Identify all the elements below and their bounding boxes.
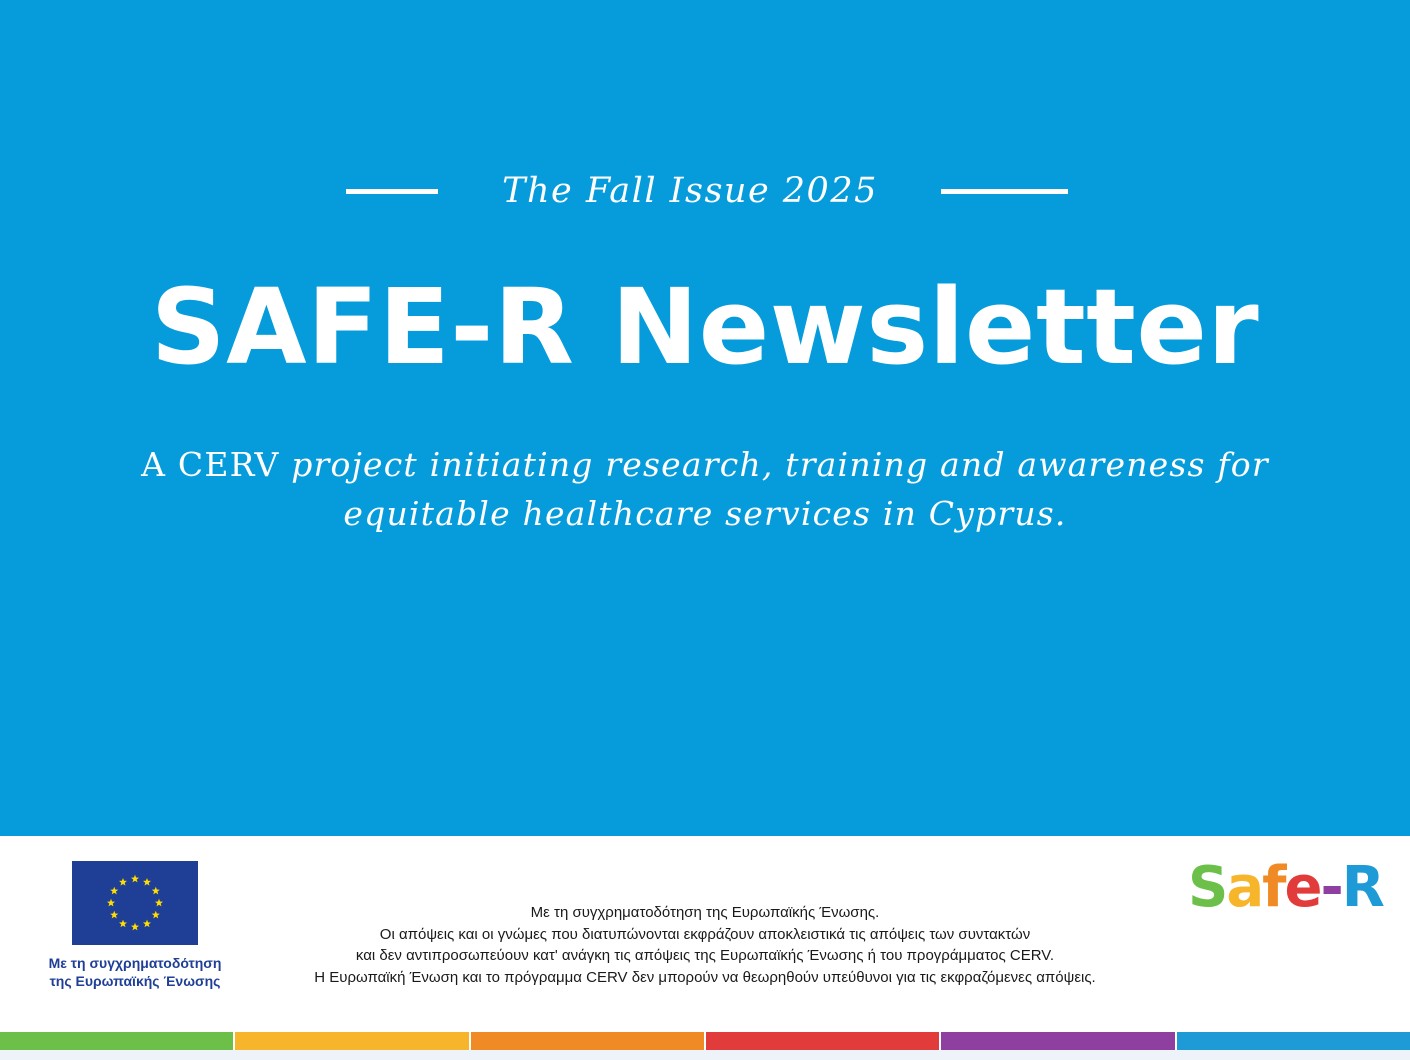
eu-star bbox=[152, 887, 160, 895]
subtitle-rest: project initiating research, training and awareness for equitable healthcare services in Cyprus. bbox=[279, 445, 1269, 533]
bottom-band bbox=[0, 1050, 1410, 1060]
issue-divider-right bbox=[941, 189, 1068, 194]
color-stripe bbox=[1177, 1032, 1410, 1050]
eu-star bbox=[155, 899, 163, 907]
logo-wordmark bbox=[1188, 855, 1384, 920]
eu-star bbox=[143, 878, 151, 886]
issue-divider-left bbox=[346, 189, 438, 194]
disclaimer-line: Η Ευρωπαϊκή Ένωση και το πρόγραμμα CERV δεν μπορούν να θεωρηθούν υπεύθυνοι για τις εκφραζόμενες απόψεις. bbox=[314, 968, 1096, 986]
newsletter-subtitle bbox=[120, 440, 1290, 538]
color-stripe-bar bbox=[0, 1032, 1410, 1050]
eu-star bbox=[119, 920, 127, 928]
newsletter-title: SAFE-R Newsletter bbox=[150, 266, 1260, 388]
eu-caption-line: της Ευρωπαϊκής Ένωσης bbox=[49, 973, 221, 989]
eu-disclaimer bbox=[205, 902, 1205, 988]
color-stripe bbox=[235, 1032, 470, 1050]
color-stripe bbox=[706, 1032, 941, 1050]
color-stripe bbox=[471, 1032, 706, 1050]
disclaimer-line: και δεν αντιπροσωπεύουν κατ' ανάγκη τις απόψεις της Ευρωπαϊκής Ένωσης ή του προγράμματος CERV. bbox=[355, 947, 1055, 964]
logo-letter: f bbox=[1262, 855, 1285, 920]
eu-star bbox=[131, 875, 139, 883]
safe-r-logo bbox=[1186, 848, 1383, 920]
eu-star bbox=[110, 911, 118, 919]
issue-label: The Fall Issue 2025 bbox=[502, 171, 878, 211]
subtitle-lead: A CERV bbox=[141, 445, 280, 484]
color-stripe bbox=[941, 1032, 1176, 1050]
logo-letter: e bbox=[1284, 855, 1321, 920]
color-stripe bbox=[0, 1032, 235, 1050]
disclaimer-line: Με τη συγχρηματοδότηση της Ευρωπαϊκής Ένωσης. bbox=[530, 904, 880, 921]
issue-row bbox=[0, 165, 1410, 217]
eu-caption-line: Με τη συγχρηματοδότηση bbox=[48, 955, 222, 971]
eu-star bbox=[110, 887, 118, 895]
eu-star bbox=[107, 899, 115, 907]
logo-letter: S bbox=[1188, 855, 1227, 920]
eu-star bbox=[119, 878, 127, 886]
eu-star bbox=[143, 920, 151, 928]
eu-star bbox=[131, 923, 139, 931]
funding-footer bbox=[0, 836, 1410, 1032]
eu-star bbox=[152, 911, 160, 919]
disclaimer-line: Οι απόψεις και οι γνώμες που διατυπώνονται εκφράζουν αποκλειστικά τις απόψεις των συντακτών bbox=[379, 925, 1031, 943]
logo-letter: a bbox=[1226, 855, 1263, 920]
logo-letter: - bbox=[1320, 855, 1342, 920]
logo-letter: R bbox=[1341, 855, 1383, 920]
eu-flag-icon bbox=[72, 861, 198, 945]
eu-stars bbox=[72, 861, 198, 945]
